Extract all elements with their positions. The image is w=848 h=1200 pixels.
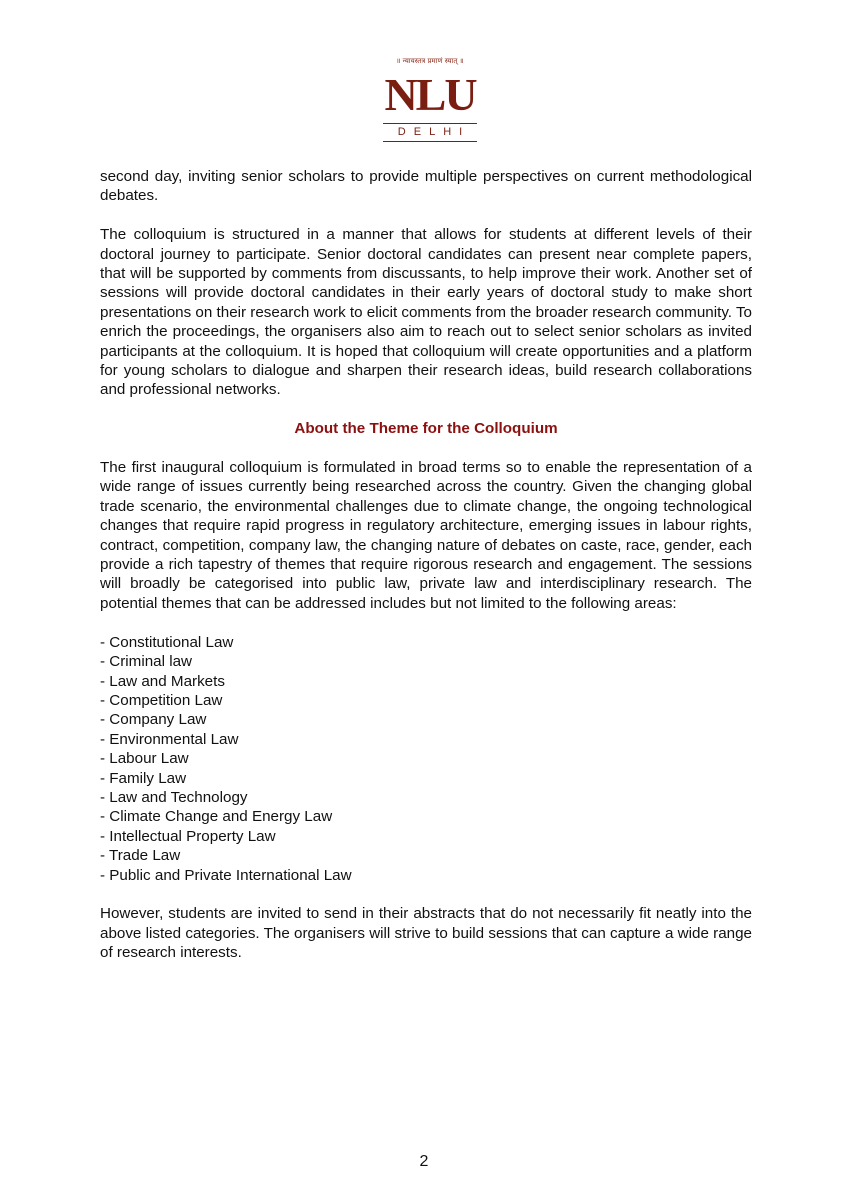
list-item: - Trade Law bbox=[100, 846, 752, 865]
logo-letters: NLU bbox=[384, 69, 476, 120]
logo-city: DELHI bbox=[397, 126, 471, 138]
list-item: - Constitutional Law bbox=[100, 633, 752, 652]
page-number: 2 bbox=[419, 1153, 429, 1170]
list-item: - Environmental Law bbox=[100, 730, 752, 749]
list-item: - Public and Private International Law bbox=[100, 866, 752, 885]
logo-rule bbox=[383, 141, 477, 142]
list-item: - Criminal law bbox=[100, 652, 752, 671]
list-item: - Family Law bbox=[100, 769, 752, 788]
list-item: - Law and Technology bbox=[100, 788, 752, 807]
themes-list bbox=[100, 633, 752, 885]
list-item: - Climate Change and Energy Law bbox=[100, 807, 752, 826]
logo-motto: ॥ न्यायस्तत्र प्रमाणं स्यात् ॥ bbox=[396, 57, 464, 65]
paragraph: The first inaugural colloquium is formulated in broad terms so to enable the representation of a wide range of issues currently being researched across the country. Given the changing global trade scenario, the environmental challenges due to climate change, the ongoing technological changes that require rapid progress in regulatory architecture, emerging issues in labour rights, contract, competition, company law, the changing nature of debates on caste, race, gender, each provide a rich tapestry of themes that require rigorous research and engagement. The sessions will broadly be categorised into public law, private law and interdisciplinary research. The potential themes that can be addressed includes but not limited to the following areas: bbox=[100, 459, 752, 612]
list-item: - Intellectual Property Law bbox=[100, 827, 752, 846]
nlu-delhi-logo bbox=[354, 56, 506, 143]
paragraph: However, students are invited to send in their abstracts that do not necessarily fit neatly into the above listed categories. The organisers will strive to build sessions that can capture a wide range of research interests. bbox=[100, 905, 752, 962]
document-body bbox=[100, 167, 752, 982]
section-heading: About the Theme for the Colloquium bbox=[294, 420, 558, 438]
list-item: - Law and Markets bbox=[100, 672, 752, 691]
list-item: - Company Law bbox=[100, 710, 752, 729]
list-item: - Labour Law bbox=[100, 749, 752, 768]
paragraph: The colloquium is structured in a manner that allows for students at different levels of their doctoral journey to participate. Senior doctoral candidates can present near complete papers, that will be supported by comments from discussants, to help improve their work. Another set of sessions will provide doctoral candidates in their early years of doctoral study to make short presentations on their research work to elicit comments from the broader research community. To enrich the proceedings, the organisers also aim to reach out to select senior scholars as invited participants at the colloquium. It is hoped that colloquium will create opportunities and a platform for young scholars to dialogue and sharpen their research ideas, build research collaborations and professional networks. bbox=[100, 226, 752, 399]
logo-rule bbox=[383, 123, 477, 124]
list-item: - Competition Law bbox=[100, 691, 752, 710]
paragraph: second day, inviting senior scholars to provide multiple perspectives on current methodological debates. bbox=[100, 168, 752, 205]
